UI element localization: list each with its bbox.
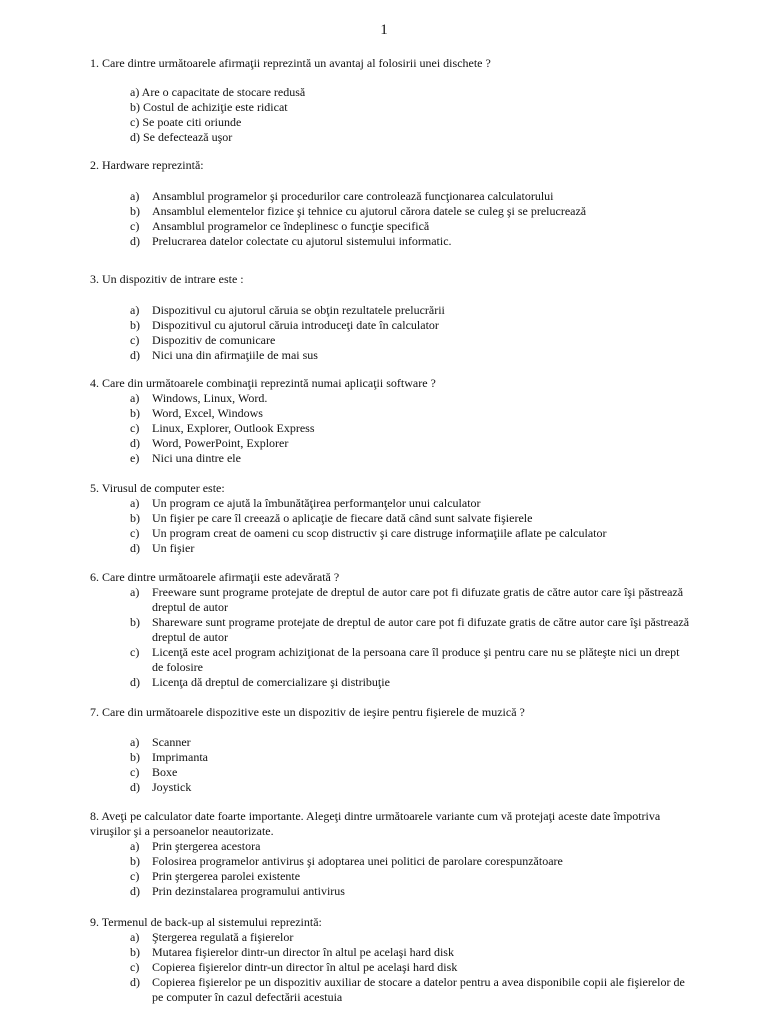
option-c: c) Dispozitiv de comunicare bbox=[130, 333, 276, 347]
question-text: 1. Care dintre următoarele afirmaţii reprezintă un avantaj al folosirii unei dischete ? bbox=[90, 56, 491, 70]
option-b: b) Dispozitivul cu ajutorul căruia introduceţi date în calculator bbox=[130, 318, 439, 332]
option-a: a) Ansamblul programelor şi procedurilor care controlează funcţionarea calculatorului bbox=[130, 189, 554, 203]
question-4 bbox=[90, 376, 690, 466]
option-e: e) Nici una dintre ele bbox=[130, 451, 241, 465]
option-c: c) Copierea fişierelor dintr-un director în altul pe acelaşi hard disk bbox=[130, 960, 458, 974]
question-text: 6. Care dintre următoarele afirmaţii este adevărată ? bbox=[90, 570, 340, 584]
option-c: c) Ansamblul programelor ce îndeplinesc o funcţie specifică bbox=[130, 219, 430, 233]
option-a: a) Freeware sunt programe protejate de dreptul de autor care pot fi difuzate gratis de către autor care îşi păstrează dreptul de autor bbox=[130, 585, 684, 614]
option-b: b) Costul de achiziţie este ridicat bbox=[130, 100, 288, 114]
option-c: c) Un program creat de oameni cu scop distructiv şi care distruge informaţiile aflate pe calculator bbox=[130, 526, 607, 540]
question-5 bbox=[90, 481, 690, 556]
option-d: d) Prin dezinstalarea programului antivirus bbox=[130, 884, 345, 898]
option-c: c) Se poate citi oriunde bbox=[130, 115, 242, 129]
question-text: 9. Termenul de back-up al sistemului reprezintă: bbox=[90, 915, 322, 929]
question-6 bbox=[90, 570, 690, 690]
option-b: b) Un fişier pe care îl creează o aplicaţie de fiecare dată când sunt salvate fişierele bbox=[130, 511, 533, 525]
option-a: a) Prin ştergerea acestora bbox=[130, 839, 261, 853]
question-9 bbox=[90, 915, 690, 1005]
option-c: c) Licenţă este acel program achiziţionat de la persoana care îl produce şi pentru care nu se plăteşte nici un drept de folosire bbox=[130, 645, 680, 674]
option-d: d) Nici una din afirmaţiile de mai sus bbox=[130, 348, 318, 362]
option-d: d) Prelucrarea datelor colectate cu ajutorul sistemului informatic. bbox=[130, 234, 452, 248]
option-b: b) Mutarea fişierelor dintr-un director în altul pe acelaşi hard disk bbox=[130, 945, 454, 959]
question-text: 2. Hardware reprezintă: bbox=[90, 158, 204, 172]
question-text: 4. Care din următoarele combinaţii reprezintă numai aplicaţii software ? bbox=[90, 376, 436, 390]
question-8 bbox=[90, 809, 690, 899]
option-d: d) Un fişier bbox=[130, 541, 195, 555]
option-a: a) Windows, Linux, Word. bbox=[130, 391, 268, 405]
option-c: c) Linux, Explorer, Outlook Express bbox=[130, 421, 315, 435]
option-a: a) Are o capacitate de stocare redusă bbox=[130, 85, 306, 99]
option-b: b) Shareware sunt programe protejate de dreptul de autor care pot fi difuzate gratis de către autor care îşi păstrează dreptul de autor bbox=[130, 615, 690, 644]
question-7 bbox=[90, 705, 690, 795]
option-d: d) Joystick bbox=[130, 780, 192, 794]
option-d: d) Se defectează uşor bbox=[130, 130, 233, 144]
question-text: 7. Care din următoarele dispozitive este un dispozitiv de ieşire pentru fişierele de muzică ? bbox=[90, 705, 525, 719]
option-b: b) Ansamblul elementelor fizice şi tehnice cu ajutorul cărora datele se culeg şi se prelucrează bbox=[130, 204, 587, 218]
option-a: a) Scanner bbox=[130, 735, 191, 749]
question-text: 5. Virusul de computer este: bbox=[90, 481, 225, 495]
option-a: a) Un program ce ajută la îmbunătăţirea performanţelor unui calculator bbox=[130, 496, 481, 510]
option-b: b) Word, Excel, Windows bbox=[130, 406, 263, 420]
option-c: c) Prin ştergerea parolei existente bbox=[130, 869, 301, 883]
option-c: c) Boxe bbox=[130, 765, 178, 779]
option-a: a) Dispozitivul cu ajutorul căruia se obţin rezultatele prelucrării bbox=[130, 303, 445, 317]
option-d: d) Copierea fişierelor pe un dispozitiv auxiliar de stocare a datelor pentru a avea disponibile copii ale fişierelor de pe computer în cazul defectării acestuia bbox=[130, 975, 685, 1004]
option-b: b) Imprimanta bbox=[130, 750, 208, 764]
option-a: a) Ştergerea regulată a fişierelor bbox=[130, 930, 294, 944]
page-number: 1 bbox=[380, 22, 388, 38]
question-text: 3. Un dispozitiv de intrare este : bbox=[90, 272, 244, 286]
question-1 bbox=[90, 56, 690, 145]
question-3 bbox=[90, 272, 690, 363]
question-2 bbox=[90, 158, 690, 249]
question-text: 8. Aveţi pe calculator date foarte importante. Alegeţi dintre următoarele variante cum vă protejaţi aceste date împotriva viruşilor şi a persoanelor neautorizate. bbox=[90, 809, 661, 838]
option-b: b) Folosirea programelor antivirus şi adoptarea unei politici de parolare corespunzătoare bbox=[130, 854, 563, 868]
option-d: d) Licenţa dă dreptul de comercializare şi distribuţie bbox=[130, 675, 390, 689]
option-d: d) Word, PowerPoint, Explorer bbox=[130, 436, 289, 450]
